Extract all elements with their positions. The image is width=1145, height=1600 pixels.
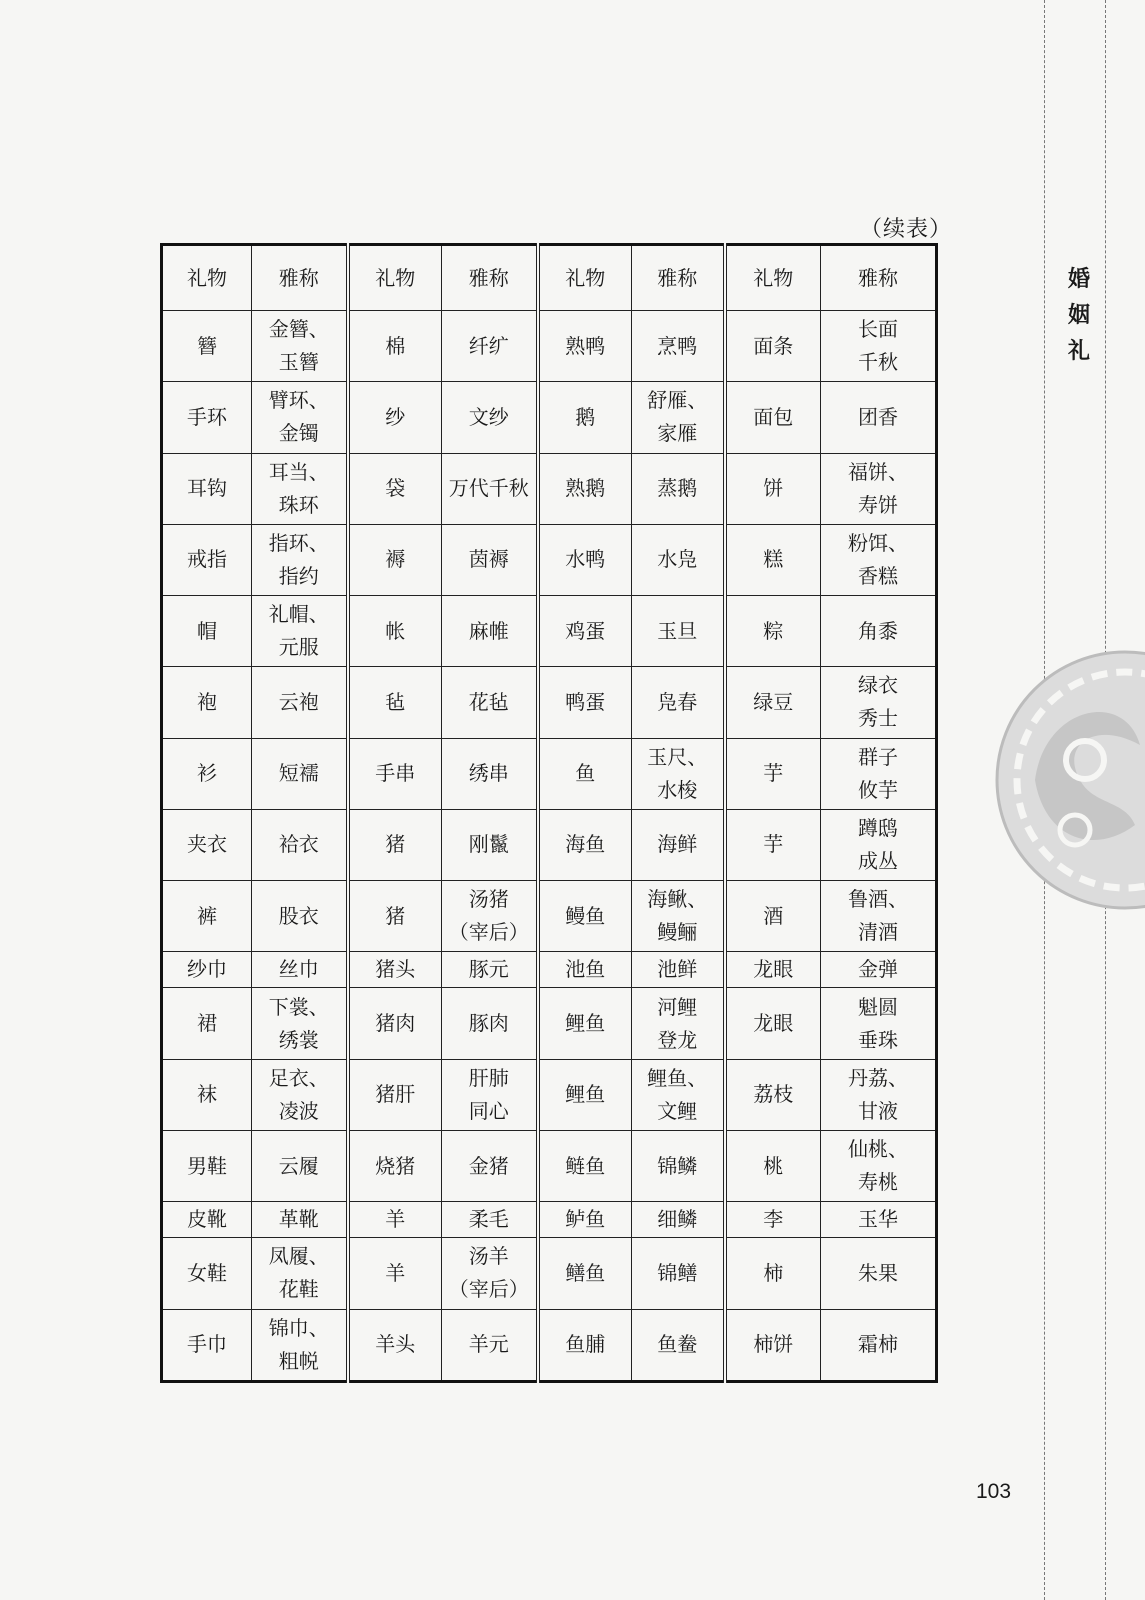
table-row — [162, 382, 937, 453]
elegant-name-cell: 豚元 — [442, 952, 538, 988]
gift-cell: 饼 — [725, 453, 821, 524]
elegant-name-cell: 朱果 — [821, 1238, 937, 1309]
elegant-name-cell: 花毡 — [442, 667, 538, 738]
gift-cell: 猪 — [348, 809, 442, 880]
gift-cell: 鹅 — [538, 382, 632, 453]
header-elegant-name: 雅称 — [252, 245, 348, 311]
gift-cell: 猪头 — [348, 952, 442, 988]
gift-cell: 面条 — [725, 311, 821, 382]
elegant-name-cell: 金簪、 玉簪 — [252, 311, 348, 382]
elegant-name-cell: 丝巾 — [252, 952, 348, 988]
elegant-name-cell: 细鳞 — [632, 1202, 725, 1238]
gift-cell: 袋 — [348, 453, 442, 524]
gift-cell: 鱼脯 — [538, 1309, 632, 1381]
gift-cell: 猪肝 — [348, 1059, 442, 1130]
gift-cell: 柿饼 — [725, 1309, 821, 1381]
gift-cell: 纱巾 — [162, 952, 252, 988]
gift-names-table — [160, 243, 938, 1383]
elegant-name-cell: 鱼鲞 — [632, 1309, 725, 1381]
elegant-name-cell: 绿衣 秀士 — [821, 667, 937, 738]
elegant-name-cell: 耳当、 珠环 — [252, 453, 348, 524]
section-title-char: 婚 — [1067, 267, 1090, 292]
elegant-name-cell: 柔毛 — [442, 1202, 538, 1238]
gift-cell: 面包 — [725, 382, 821, 453]
elegant-name-cell: 水凫 — [632, 524, 725, 595]
elegant-name-cell: 仙桃、 寿桃 — [821, 1130, 937, 1201]
section-title-char: 姻 — [1067, 303, 1090, 328]
elegant-name-cell: 汤羊 （宰后） — [442, 1238, 538, 1309]
gift-cell: 耳钩 — [162, 453, 252, 524]
gift-cell: 羊 — [348, 1202, 442, 1238]
table-continued-caption: （续表） — [860, 217, 953, 242]
elegant-name-cell: 鲁酒、 清酒 — [821, 881, 937, 952]
gift-cell: 鲤鱼 — [538, 988, 632, 1059]
gift-cell: 手环 — [162, 382, 252, 453]
elegant-name-cell: 丹荔、 甘液 — [821, 1059, 937, 1130]
gift-cell: 皮靴 — [162, 1202, 252, 1238]
gift-cell: 鳗鱼 — [538, 881, 632, 952]
elegant-name-cell: 海鲜 — [632, 809, 725, 880]
decorative-medallion-icon — [975, 650, 1145, 915]
gift-cell: 裤 — [162, 881, 252, 952]
elegant-name-cell: 金弹 — [821, 952, 937, 988]
gift-cell: 女鞋 — [162, 1238, 252, 1309]
gift-cell: 绿豆 — [725, 667, 821, 738]
elegant-name-cell: 福饼、 寿饼 — [821, 453, 937, 524]
elegant-name-cell: 锦鳞 — [632, 1130, 725, 1201]
gift-cell: 芋 — [725, 809, 821, 880]
gift-cell: 袍 — [162, 667, 252, 738]
gift-cell: 龙眼 — [725, 952, 821, 988]
gift-cell: 海鱼 — [538, 809, 632, 880]
header-elegant-name: 雅称 — [632, 245, 725, 311]
elegant-name-cell: 团香 — [821, 382, 937, 453]
elegant-name-cell: 礼帽、 元服 — [252, 596, 348, 667]
table-row — [162, 1130, 937, 1201]
elegant-name-cell: 茵褥 — [442, 524, 538, 595]
header-gift: 礼物 — [162, 245, 252, 311]
gift-cell: 猪肉 — [348, 988, 442, 1059]
elegant-name-cell: 海鳅、 鳗鲡 — [632, 881, 725, 952]
page-number: 103 — [976, 1480, 1012, 1503]
elegant-name-cell: 玉旦 — [632, 596, 725, 667]
gift-cell: 烧猪 — [348, 1130, 442, 1201]
gift-cell: 戒指 — [162, 524, 252, 595]
elegant-name-cell: 群子 攸芋 — [821, 738, 937, 809]
elegant-name-cell: 豚肉 — [442, 988, 538, 1059]
gift-cell: 羊头 — [348, 1309, 442, 1381]
gift-cell: 桃 — [725, 1130, 821, 1201]
elegant-name-cell: 羊元 — [442, 1309, 538, 1381]
elegant-name-cell: 下裳、 绣裳 — [252, 988, 348, 1059]
gift-cell: 鸭蛋 — [538, 667, 632, 738]
elegant-name-cell: 魁圆 垂珠 — [821, 988, 937, 1059]
elegant-name-cell: 玉尺、 水梭 — [632, 738, 725, 809]
gift-cell: 棉 — [348, 311, 442, 382]
gift-cell: 鲈鱼 — [538, 1202, 632, 1238]
table-header-row — [162, 245, 937, 311]
gift-cell: 帐 — [348, 596, 442, 667]
gift-cell: 夹衣 — [162, 809, 252, 880]
elegant-name-cell: 金猪 — [442, 1130, 538, 1201]
elegant-name-cell: 鲤鱼、 文鲤 — [632, 1059, 725, 1130]
table-row — [162, 453, 937, 524]
elegant-name-cell: 锦鳝 — [632, 1238, 725, 1309]
section-title-vertical — [1066, 262, 1092, 370]
section-title-char: 礼 — [1067, 339, 1090, 364]
elegant-name-cell: 角黍 — [821, 596, 937, 667]
elegant-name-cell: 烹鸭 — [632, 311, 725, 382]
gift-cell: 羊 — [348, 1238, 442, 1309]
elegant-name-cell: 凫春 — [632, 667, 725, 738]
header-gift: 礼物 — [348, 245, 442, 311]
header-elegant-name: 雅称 — [821, 245, 937, 311]
elegant-name-cell: 池鲜 — [632, 952, 725, 988]
elegant-name-cell: 肝肺 同心 — [442, 1059, 538, 1130]
gift-cell: 簪 — [162, 311, 252, 382]
gift-cell: 李 — [725, 1202, 821, 1238]
elegant-name-cell: 指环、 指约 — [252, 524, 348, 595]
elegant-name-cell: 河鲤 登龙 — [632, 988, 725, 1059]
table-row — [162, 881, 937, 952]
elegant-name-cell: 革靴 — [252, 1202, 348, 1238]
elegant-name-cell: 云履 — [252, 1130, 348, 1201]
gift-cell: 猪 — [348, 881, 442, 952]
elegant-name-cell: 短襦 — [252, 738, 348, 809]
gift-cell: 芋 — [725, 738, 821, 809]
elegant-name-cell: 纤纩 — [442, 311, 538, 382]
gift-cell: 鲤鱼 — [538, 1059, 632, 1130]
elegant-name-cell: 足衣、 凌波 — [252, 1059, 348, 1130]
elegant-name-cell: 文纱 — [442, 382, 538, 453]
gift-cell: 荔枝 — [725, 1059, 821, 1130]
table-row — [162, 667, 937, 738]
elegant-name-cell: 云袍 — [252, 667, 348, 738]
gift-cell: 手串 — [348, 738, 442, 809]
gift-cell: 毡 — [348, 667, 442, 738]
gift-cell: 衫 — [162, 738, 252, 809]
elegant-name-cell: 麻帷 — [442, 596, 538, 667]
gift-cell: 粽 — [725, 596, 821, 667]
elegant-name-cell: 蒸鹅 — [632, 453, 725, 524]
gift-cell: 水鸭 — [538, 524, 632, 595]
gift-cell: 酒 — [725, 881, 821, 952]
header-gift: 礼物 — [725, 245, 821, 311]
gift-cell: 鲢鱼 — [538, 1130, 632, 1201]
gift-cell: 熟鸭 — [538, 311, 632, 382]
elegant-name-cell: 长面 千秋 — [821, 311, 937, 382]
gift-cell: 鳝鱼 — [538, 1238, 632, 1309]
table-row — [162, 952, 937, 988]
elegant-name-cell: 股衣 — [252, 881, 348, 952]
elegant-name-cell: 玉华 — [821, 1202, 937, 1238]
gift-cell: 袜 — [162, 1059, 252, 1130]
gift-cell: 裙 — [162, 988, 252, 1059]
elegant-name-cell: 霜柿 — [821, 1309, 937, 1381]
elegant-name-cell: 舒雁、 家雁 — [632, 382, 725, 453]
gift-cell: 鸡蛋 — [538, 596, 632, 667]
elegant-name-cell: 蹲鸱 成丛 — [821, 809, 937, 880]
gift-cell: 糕 — [725, 524, 821, 595]
gift-cell: 男鞋 — [162, 1130, 252, 1201]
table-row — [162, 1238, 937, 1309]
elegant-name-cell: 刚鬣 — [442, 809, 538, 880]
elegant-name-cell: 万代千秋 — [442, 453, 538, 524]
elegant-name-cell: 袷衣 — [252, 809, 348, 880]
header-elegant-name: 雅称 — [442, 245, 538, 311]
elegant-name-cell: 臂环、 金镯 — [252, 382, 348, 453]
gift-cell: 手巾 — [162, 1309, 252, 1381]
table-row — [162, 311, 937, 382]
table-row — [162, 1059, 937, 1130]
elegant-name-cell: 汤猪 （宰后） — [442, 881, 538, 952]
gift-cell: 熟鹅 — [538, 453, 632, 524]
gift-cell: 帽 — [162, 596, 252, 667]
elegant-name-cell: 绣串 — [442, 738, 538, 809]
table-row — [162, 988, 937, 1059]
header-gift: 礼物 — [538, 245, 632, 311]
elegant-name-cell: 粉饵、 香糕 — [821, 524, 937, 595]
gift-cell: 褥 — [348, 524, 442, 595]
table-row — [162, 1309, 937, 1381]
table-row — [162, 596, 937, 667]
elegant-name-cell: 锦巾、 粗帨 — [252, 1309, 348, 1381]
table-row — [162, 524, 937, 595]
gift-cell: 鱼 — [538, 738, 632, 809]
table-row — [162, 1202, 937, 1238]
table-row — [162, 809, 937, 880]
gift-cell: 龙眼 — [725, 988, 821, 1059]
table-row — [162, 738, 937, 809]
gift-cell: 池鱼 — [538, 952, 632, 988]
elegant-name-cell: 凤履、 花鞋 — [252, 1238, 348, 1309]
gift-cell: 纱 — [348, 382, 442, 453]
gift-cell: 柿 — [725, 1238, 821, 1309]
